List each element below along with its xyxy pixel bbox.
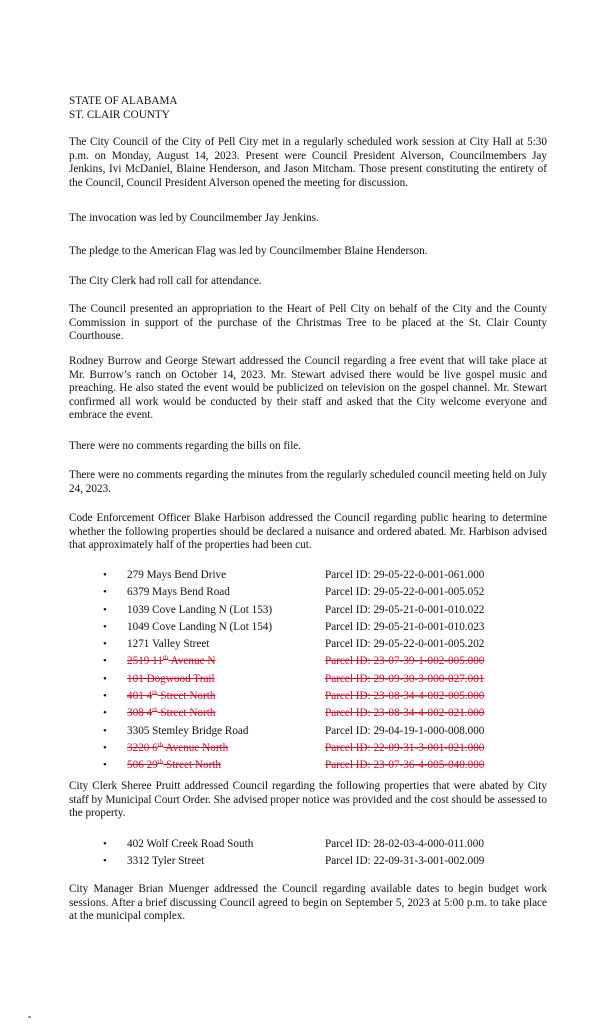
address-street: Street North xyxy=(157,707,216,720)
property-address: 1049 Cove Landing N (Lot 154) xyxy=(127,620,273,633)
property-row xyxy=(103,604,543,621)
ordinal-suffix: th xyxy=(152,689,158,698)
abated-property-list xyxy=(103,838,543,873)
property-address xyxy=(127,759,221,773)
parcel-id: Parcel ID: 29-05-22-0-001-005.052 xyxy=(325,586,485,599)
bullet-icon: • xyxy=(103,838,107,850)
property-address: 402 Wolf Creek Road South xyxy=(127,838,254,850)
appropriation-paragraph: The Council presented an appropriation to the Heart of Pell City on behalf of the City and the County Commission in support of the purchase of the Christmas Tree to be placed at the St. Clair County Courthouse. xyxy=(69,303,547,343)
event-paragraph: Rodney Burrow and George Stewart addressed the Council regarding a free event that will take place at Mr. Burrow’s ranch on October 14, 2023. Mr. Stewart advised there would be live gospel music and preaching. He also stated the event would be publicized on television on the gospel channel. Mr. Stewart confirmed all work would be conducted by their staff and asked that the City welcome everyone and embrace the event. xyxy=(69,355,547,422)
parcel-id: Parcel ID: 22-09-31-3-001-002.009 xyxy=(325,855,485,868)
invocation-paragraph: The invocation was led by Councilmember Jay Jenkins. xyxy=(69,212,319,224)
property-row xyxy=(103,621,543,638)
bullet-icon: • xyxy=(103,655,107,668)
minutes-paragraph: There were no comments regarding the minutes from the regularly scheduled council meeting held on July 24, 2023. xyxy=(69,469,547,495)
bullet-icon: • xyxy=(103,569,107,581)
bullet-icon: • xyxy=(103,603,107,616)
address-number: 506 29 xyxy=(127,759,158,772)
property-address: 1039 Cove Landing N (Lot 153) xyxy=(127,603,273,616)
property-address: 1271 Valley Street xyxy=(127,638,210,651)
property-address xyxy=(127,742,228,756)
parcel-id: Parcel ID: 28-02-03-4-000-011.000 xyxy=(325,838,484,850)
property-row xyxy=(103,586,543,603)
county-heading: ST. CLAIR COUNTY xyxy=(69,108,170,121)
code-enforcement-paragraph: Code Enforcement Officer Blake Harbison addressed the Council regarding public hearing to determine whether the following properties should be declared a nuisance and ordered abated. Mr. Harbison advised that approximately half of the properties had been cut. xyxy=(69,512,547,552)
address-number: 308 4 xyxy=(127,707,153,720)
parcel-id: Parcel ID: 23-07-36-4-005-040.000 xyxy=(325,759,485,772)
document-header xyxy=(69,95,547,122)
city-clerk-paragraph: City Clerk Sheree Pruitt addressed Council regarding the following properties that were abated by City staff by Municipal Court Order. She advised proper notice was provided and the cost should be assessed to the property. xyxy=(69,780,547,820)
property-row xyxy=(103,855,543,872)
property-address xyxy=(127,707,215,721)
property-row xyxy=(103,655,543,672)
parcel-id: Parcel ID: 23-07-39-1-002-005.000 xyxy=(325,655,485,668)
property-row xyxy=(103,725,543,742)
bullet-icon: • xyxy=(103,586,107,599)
property-row xyxy=(103,690,543,707)
parcel-id: Parcel ID: 29-05-22-0-001-061.000 xyxy=(325,569,485,581)
ordinal-suffix: th xyxy=(157,758,164,767)
bullet-icon: • xyxy=(103,759,107,772)
property-address: 3312 Tyler Street xyxy=(127,855,205,868)
property-row xyxy=(103,673,543,690)
address-street: Street North xyxy=(163,759,222,772)
property-address: 6379 Mays Bend Road xyxy=(127,586,230,599)
property-address xyxy=(127,690,215,704)
parcel-id: Parcel ID: 29-09-30-3-000-027.001 xyxy=(325,672,485,685)
bullet-icon: • xyxy=(103,707,107,720)
property-address: 101 Dogwood Trail xyxy=(127,672,215,685)
parcel-id: Parcel ID: 22-09-31-3-001-021.000 xyxy=(325,741,485,754)
property-address: 3305 Stemley Bridge Road xyxy=(127,724,249,737)
bullet-icon: • xyxy=(103,638,107,651)
pledge-paragraph: The pledge to the American Flag was led by Councilmember Blaine Henderson. xyxy=(69,245,428,257)
state-heading: STATE OF ALABAMA xyxy=(69,95,178,107)
parcel-id: Parcel ID: 23-08-34-4-002-021.000 xyxy=(325,707,485,720)
property-address xyxy=(127,655,215,669)
parcel-id: Parcel ID: 29-05-21-0-001-010.022 xyxy=(325,603,485,616)
ordinal-suffix: th xyxy=(157,740,164,749)
bullet-icon: • xyxy=(103,620,107,633)
property-address: 279 Mays Bend Drive xyxy=(127,569,227,581)
scan-mark xyxy=(28,1016,31,1018)
property-row xyxy=(103,707,543,724)
address-number: 2519 11 xyxy=(127,655,163,668)
opening-paragraph: The City Council of the City of Pell City met in a regularly scheduled work session at City Hall at 5:30 p.m. on Monday, August 14, 2023. Present were Council President Alverson, Councilmembers Jay Jenkins, Ivi McDaniel, Blaine Henderson, and Jason Mitcham. Those present constituting the entirety of the Council, Council President Alverson opened the meeting for discussion. xyxy=(69,136,547,189)
parcel-id: Parcel ID: 29-04-19-1-000-008.000 xyxy=(325,724,485,737)
property-row xyxy=(103,838,543,855)
parcel-id: Parcel ID: 29-05-21-0-001-010.023 xyxy=(325,620,485,633)
address-street: Avenue N xyxy=(168,655,216,668)
budget-paragraph: City Manager Brian Muenger addressed the Council regarding available dates to begin budget work sessions. After a brief discussing Council agreed to begin on September 5, 2023 at 5:00 p.m. to take place at the municipal complex. xyxy=(69,883,547,923)
address-number: 3220 6 xyxy=(127,741,158,754)
ordinal-suffix: th xyxy=(162,654,169,663)
bullet-icon: • xyxy=(103,855,107,868)
bullet-icon: • xyxy=(103,672,107,685)
bills-paragraph: There were no comments regarding the bills on file. xyxy=(69,440,302,452)
bullet-icon: • xyxy=(103,741,107,754)
bullet-icon: • xyxy=(103,724,107,737)
property-row xyxy=(103,638,543,655)
nuisance-property-list xyxy=(103,569,543,777)
address-street: Street North xyxy=(157,690,216,703)
property-row xyxy=(103,759,543,776)
address-number: 401 4 xyxy=(127,690,153,703)
address-street: Avenue North xyxy=(163,741,229,754)
ordinal-suffix: th xyxy=(152,706,158,715)
roll-call-paragraph: The City Clerk had roll call for attendance. xyxy=(69,275,262,287)
property-row xyxy=(103,569,543,586)
property-row xyxy=(103,742,543,759)
bullet-icon: • xyxy=(103,690,107,703)
parcel-id: Parcel ID: 23-08-34-4-002-005.000 xyxy=(325,690,485,703)
parcel-id: Parcel ID: 29-05-22-0-001-005.202 xyxy=(325,638,485,651)
